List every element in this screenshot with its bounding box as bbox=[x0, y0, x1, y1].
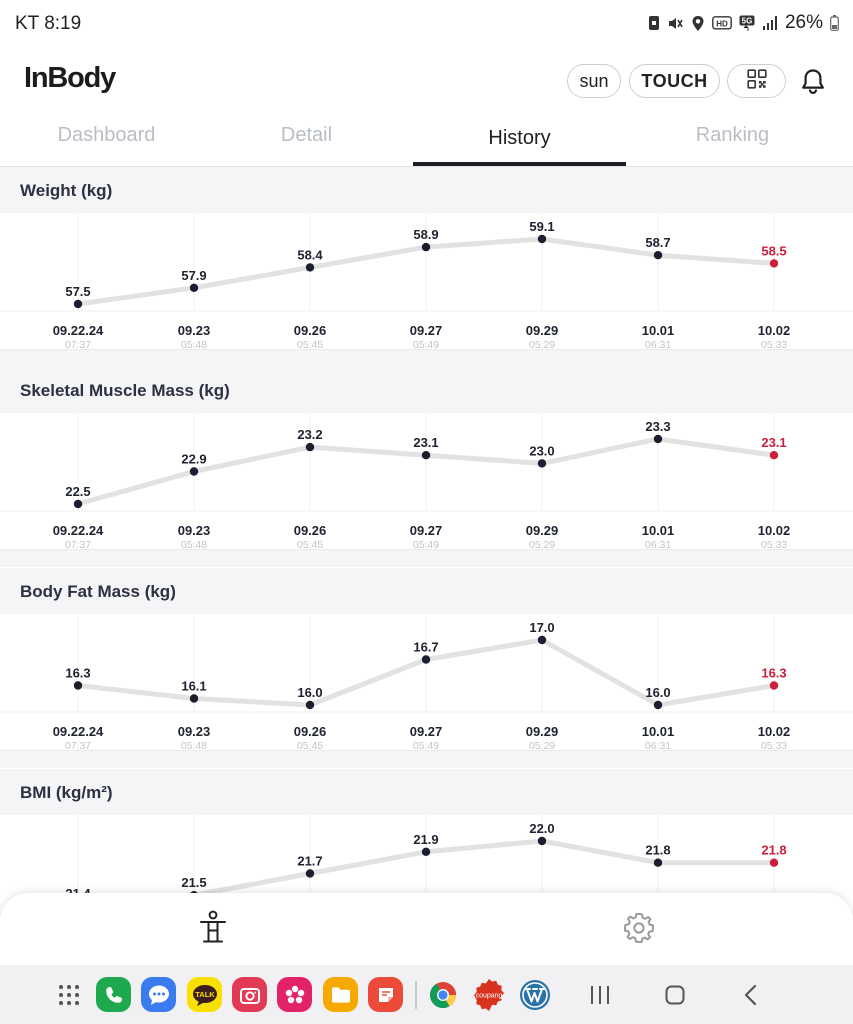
qr-code-icon bbox=[747, 69, 767, 94]
gallery-app-icon[interactable] bbox=[277, 977, 312, 1012]
home-button-icon[interactable] bbox=[664, 984, 686, 1011]
data-label: 22.9 bbox=[181, 451, 207, 467]
data-point bbox=[190, 284, 198, 292]
x-tick-date: 10.02 bbox=[757, 724, 791, 739]
weight-section bbox=[0, 167, 853, 367]
x-tick-date: 09.27 bbox=[409, 523, 443, 538]
section-title-skeletal-muscle: Skeletal Muscle Mass (kg) bbox=[20, 381, 230, 400]
data-point bbox=[538, 235, 546, 243]
data-point bbox=[306, 263, 314, 271]
data-label: 57.5 bbox=[65, 284, 91, 299]
x-tick-time: 05:33 bbox=[760, 740, 788, 751]
x-tick-date: 09.23 bbox=[177, 724, 211, 739]
notes-app-icon[interactable] bbox=[368, 977, 403, 1012]
x-tick-time: 06:31 bbox=[644, 339, 672, 350]
inbody-logo: InBody bbox=[24, 62, 116, 94]
coupang-app-icon[interactable] bbox=[471, 977, 506, 1012]
x-tick-date: 09.27 bbox=[409, 323, 443, 338]
tab-bar bbox=[0, 114, 853, 167]
status-icons bbox=[648, 12, 839, 34]
skeletal-muscle-section bbox=[0, 367, 853, 567]
camera-app-icon[interactable] bbox=[232, 977, 267, 1012]
tab-history[interactable]: History bbox=[488, 127, 551, 149]
data-label: 16.0 bbox=[645, 685, 671, 700]
x-tick-time: 05:33 bbox=[760, 539, 788, 550]
body-fat-chart-panel[interactable] bbox=[0, 614, 853, 751]
data-point bbox=[422, 848, 430, 856]
battery-icon bbox=[830, 15, 839, 31]
recents-button-icon[interactable] bbox=[588, 984, 612, 1011]
data-label: 58.7 bbox=[645, 235, 671, 251]
data-label: 21.8 bbox=[645, 842, 671, 858]
weight-chart bbox=[0, 213, 853, 350]
data-label: 16.1 bbox=[181, 678, 207, 694]
x-tick-time: 05:33 bbox=[760, 339, 788, 350]
x-tick-date: 10.02 bbox=[757, 523, 791, 538]
wordpress-app-icon[interactable] bbox=[517, 977, 552, 1012]
x-tick-date: 09.26 bbox=[293, 323, 327, 338]
x-tick-date: 09.27 bbox=[409, 724, 443, 739]
data-label: 21.5 bbox=[181, 875, 207, 891]
data-point bbox=[538, 837, 546, 845]
data-point bbox=[306, 869, 314, 877]
back-button-icon[interactable] bbox=[741, 983, 761, 1012]
mute-icon bbox=[667, 15, 684, 32]
x-tick-time: 06:31 bbox=[644, 539, 672, 550]
x-tick-date: 09.29 bbox=[525, 523, 559, 538]
x-tick-date: 09.26 bbox=[293, 724, 327, 739]
data-point bbox=[422, 451, 430, 459]
data-label: 23.0 bbox=[529, 443, 555, 459]
user-profile-button[interactable]: sun bbox=[567, 64, 621, 98]
touch-button[interactable]: TOUCH bbox=[629, 64, 720, 98]
data-point bbox=[306, 701, 314, 709]
data-label: 21.7 bbox=[297, 853, 323, 869]
x-tick-date: 09.22.24 bbox=[52, 724, 104, 739]
app-drawer-icon[interactable] bbox=[51, 977, 86, 1012]
files-app-icon[interactable] bbox=[323, 977, 358, 1012]
hd-icon bbox=[712, 16, 732, 31]
weight-chart-panel[interactable] bbox=[0, 213, 853, 350]
data-label: 22.5 bbox=[65, 484, 91, 499]
5g-icon bbox=[739, 15, 755, 32]
data-label: 16.3 bbox=[65, 665, 91, 681]
qr-code-button[interactable] bbox=[727, 64, 786, 98]
x-tick-date: 09.22.24 bbox=[52, 323, 104, 338]
data-label: 16.7 bbox=[413, 639, 439, 655]
kakaotalk-label: TALK bbox=[194, 989, 215, 999]
x-tick-time: 05:48 bbox=[180, 740, 208, 751]
section-title-bmi: BMI (kg/m²) bbox=[20, 783, 113, 802]
svg-text:HD: HD bbox=[716, 19, 728, 28]
chrome-app-icon[interactable] bbox=[425, 977, 460, 1012]
x-tick-date: 09.26 bbox=[293, 523, 327, 538]
x-tick-date: 10.02 bbox=[757, 323, 791, 338]
data-label: 23.2 bbox=[297, 427, 323, 443]
phone-app-icon[interactable] bbox=[96, 977, 131, 1012]
data-label: 21.8 bbox=[761, 842, 787, 858]
x-tick-time: 07:37 bbox=[64, 339, 92, 350]
x-tick-time: 05:48 bbox=[180, 539, 208, 550]
data-point bbox=[654, 435, 662, 443]
x-tick-time: 05:29 bbox=[528, 539, 556, 550]
x-tick-time: 05:49 bbox=[412, 740, 440, 751]
data-point bbox=[538, 459, 546, 467]
x-tick-date: 10.01 bbox=[641, 523, 675, 538]
svg-text:5G: 5G bbox=[741, 16, 753, 25]
x-tick-time: 07:37 bbox=[64, 740, 92, 751]
x-tick-time: 05:48 bbox=[180, 339, 208, 350]
data-label: 58.9 bbox=[413, 227, 439, 243]
data-point bbox=[74, 500, 82, 508]
x-tick-time: 05:49 bbox=[412, 339, 440, 350]
data-point bbox=[422, 243, 430, 251]
section-title-body-fat: Body Fat Mass (kg) bbox=[20, 582, 176, 601]
data-label: 23.1 bbox=[761, 435, 787, 451]
x-tick-date: 10.01 bbox=[641, 323, 675, 338]
coupang-label: coupang bbox=[475, 992, 502, 999]
data-label: 22.0 bbox=[529, 821, 555, 836]
body-fat-section bbox=[0, 568, 853, 768]
skeletal-muscle-chart bbox=[0, 413, 853, 550]
data-point bbox=[74, 300, 82, 308]
signal-icon bbox=[762, 15, 778, 31]
data-point bbox=[654, 251, 662, 259]
messages-app-icon[interactable] bbox=[141, 977, 176, 1012]
kakaotalk-app-icon[interactable] bbox=[187, 977, 222, 1012]
tab-dashboard[interactable]: Dashboard bbox=[57, 124, 156, 146]
x-tick-date: 09.29 bbox=[525, 724, 559, 739]
screenshot-icon bbox=[648, 15, 660, 31]
x-tick-date: 09.23 bbox=[177, 323, 211, 338]
app-header bbox=[0, 50, 853, 114]
data-label: 16.0 bbox=[297, 685, 323, 700]
data-point bbox=[190, 467, 198, 475]
data-point bbox=[306, 443, 314, 451]
x-tick-date: 09.23 bbox=[177, 523, 211, 538]
data-label: 58.4 bbox=[297, 247, 323, 263]
x-tick-time: 05:45 bbox=[296, 740, 324, 751]
data-label: 23.1 bbox=[413, 435, 439, 451]
data-point bbox=[654, 859, 662, 867]
x-tick-time: 07:37 bbox=[64, 539, 92, 550]
data-point bbox=[538, 636, 546, 644]
data-label: 58.5 bbox=[761, 243, 787, 259]
x-tick-time: 05:29 bbox=[528, 339, 556, 350]
x-tick-time: 05:29 bbox=[528, 740, 556, 751]
x-tick-date: 09.29 bbox=[525, 323, 559, 338]
data-label: 23.3 bbox=[645, 419, 671, 434]
bell-icon[interactable] bbox=[800, 67, 826, 100]
x-tick-time: 05:45 bbox=[296, 539, 324, 550]
body-fat-chart bbox=[0, 614, 853, 751]
data-point-latest bbox=[770, 259, 778, 267]
x-tick-time: 05:49 bbox=[412, 539, 440, 550]
data-label: 57.9 bbox=[181, 267, 207, 283]
x-tick-time: 06:31 bbox=[644, 740, 672, 751]
location-icon bbox=[691, 15, 705, 32]
section-title-weight: Weight (kg) bbox=[20, 181, 113, 200]
data-point bbox=[654, 701, 662, 709]
x-tick-date: 09.22.24 bbox=[52, 523, 104, 538]
data-point-latest bbox=[770, 451, 778, 459]
data-point bbox=[422, 655, 430, 663]
battery-percent: 26% bbox=[784, 12, 823, 33]
data-label: 16.3 bbox=[761, 665, 787, 681]
settings-gear-icon[interactable] bbox=[622, 911, 656, 950]
data-label: 59.1 bbox=[529, 219, 555, 234]
tab-active-indicator bbox=[413, 162, 626, 166]
data-label: 21.9 bbox=[413, 831, 439, 847]
skeletal-muscle-chart-panel[interactable] bbox=[0, 413, 853, 550]
tab-ranking[interactable]: Ranking bbox=[695, 124, 770, 146]
data-point-latest bbox=[770, 681, 778, 689]
tab-detail[interactable]: Detail bbox=[280, 124, 333, 146]
data-label: 17.0 bbox=[529, 620, 555, 635]
system-dock bbox=[0, 965, 853, 1024]
dock-separator bbox=[415, 981, 417, 1009]
x-tick-date: 10.01 bbox=[641, 724, 675, 739]
status-bar bbox=[0, 0, 853, 50]
data-point bbox=[74, 681, 82, 689]
status-time: KT 8:19 bbox=[15, 13, 82, 34]
x-tick-time: 05:45 bbox=[296, 339, 324, 350]
data-point bbox=[190, 694, 198, 702]
data-point-latest bbox=[770, 859, 778, 867]
bottom-navigation bbox=[0, 893, 853, 965]
body-figure-icon[interactable] bbox=[197, 910, 229, 949]
